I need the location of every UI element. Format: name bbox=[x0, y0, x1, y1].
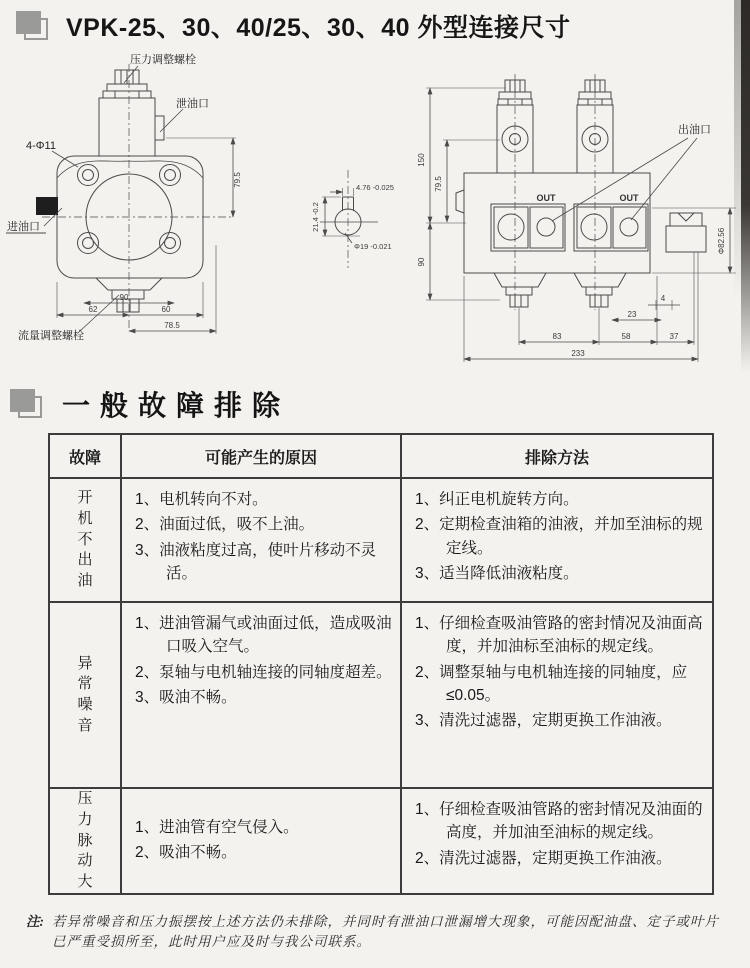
dim-body-diameter: Φ82.56 bbox=[717, 227, 726, 255]
pressure-bolt-label: 压力调整螺栓 bbox=[130, 54, 196, 66]
dim-78-5: 78.5 bbox=[164, 321, 180, 330]
remedy-item: 2、清洗过滤器，定期更换工作油液。 bbox=[415, 849, 672, 867]
page-header bbox=[16, 8, 570, 44]
dim-60: 60 bbox=[161, 305, 171, 314]
dim-key-height: 21.4 -0.2 bbox=[311, 202, 320, 232]
troubleshooting-table bbox=[48, 433, 714, 895]
fault-label: 异常噪音 bbox=[77, 654, 93, 734]
troubleshooting-section-header bbox=[10, 384, 290, 424]
dim-37: 37 bbox=[669, 332, 679, 341]
cause-item: 3、油液粘度过高，使叶片移动不灵活。 bbox=[135, 541, 377, 582]
shaft-section-labels bbox=[311, 183, 394, 251]
dim-90: 90 bbox=[119, 293, 129, 302]
remedy-item: 1、仔细检查吸油管路的密封情况及油面高度，并加油标至油标的规定线。 bbox=[415, 615, 703, 656]
remedy-item: 1、仔细检查吸油管路的密封情况及油面的高度，并加油至油标的规定线。 bbox=[415, 801, 703, 842]
remedy-item: 1、纠正电机旋转方向。 bbox=[415, 491, 579, 508]
table-row-abnormal-noise bbox=[49, 602, 713, 788]
remedy-item: 3、适当降低油液粘度。 bbox=[415, 564, 579, 582]
col-header-fault: 故障 bbox=[49, 434, 121, 478]
troubleshooting-title: 一般故障排除 bbox=[62, 391, 291, 422]
col-header-remedies: 排除方法 bbox=[401, 434, 713, 478]
cause-item: 2、泵轴与电机轴连接的同轴度超差。 bbox=[135, 663, 392, 681]
page-title: VPK-25、30、40/25、30、40 外型连接尺寸 bbox=[66, 14, 571, 42]
section-square-icon bbox=[10, 389, 44, 419]
footnote-prefix: 注: bbox=[26, 914, 44, 929]
dim-150: 150 bbox=[417, 153, 426, 167]
table-row-no-oil bbox=[49, 478, 713, 602]
cause-item: 1、进油管有空气侵入。 bbox=[135, 818, 299, 836]
side-view-labels bbox=[417, 122, 726, 358]
dim-side-90: 90 bbox=[417, 257, 426, 267]
cause-item: 1、电机转向不对。 bbox=[135, 491, 268, 508]
remedy-item: 2、定期检查油箱的油液，并加至油标的规定线。 bbox=[415, 516, 703, 557]
dim-58: 58 bbox=[621, 332, 631, 341]
holes-label: 4-Φ11 bbox=[26, 140, 56, 152]
footnote bbox=[26, 912, 726, 951]
dim-79-5: 79.5 bbox=[233, 172, 242, 188]
dim-4: 4 bbox=[660, 294, 666, 303]
flow-bolt-label: 流量调整螺栓 bbox=[18, 330, 84, 342]
cause-item: 1、进油管漏气或油面过低，造成吸油口吸入空气。 bbox=[135, 615, 392, 656]
fault-label: 压力脉动大 bbox=[77, 790, 93, 891]
dim-83: 83 bbox=[552, 332, 562, 341]
table-header-row bbox=[49, 434, 713, 478]
out-port-right-label: OUT bbox=[619, 193, 639, 203]
side-view-drawing bbox=[426, 74, 736, 362]
col-header-causes: 可能产生的原因 bbox=[121, 434, 401, 478]
cause-item: 3、吸油不畅。 bbox=[135, 688, 237, 706]
remedy-item: 3、清洗过滤器，定期更换工作油液。 bbox=[415, 712, 672, 729]
dim-key-width: 4.76 -0.025 bbox=[356, 183, 394, 192]
out-port-left-label: OUT bbox=[536, 193, 556, 203]
remedy-item: 2、调整泵轴与电机轴连接的同轴度，应≤0.05。 bbox=[415, 663, 688, 704]
table-row-pressure-pulsation bbox=[49, 788, 713, 894]
inlet-label: 进油口 bbox=[7, 221, 40, 233]
drain-port-label: 泄油口 bbox=[176, 98, 209, 110]
dim-23: 23 bbox=[627, 310, 637, 319]
cause-item: 2、吸油不畅。 bbox=[135, 844, 237, 861]
dim-233: 233 bbox=[571, 349, 585, 358]
section-square-icon bbox=[16, 11, 50, 41]
footnote-text: 若异常噪音和压力振摆按上述方法仍未排除，并同时有泄油口泄漏增大现象，可能因配油盘、定子或叶片已严重受损所至，此时用户应及时与我公司联系。 bbox=[52, 914, 719, 949]
dim-shaft-diameter: Φ19 -0.021 bbox=[354, 242, 392, 251]
dimension-drawings bbox=[0, 0, 750, 380]
dim-side-79-5: 79.5 bbox=[434, 176, 443, 192]
outlet-label: 出油口 bbox=[678, 124, 711, 136]
dim-62: 62 bbox=[88, 305, 98, 314]
cause-item: 2、油面过低，吸不上油。 bbox=[135, 516, 315, 534]
fault-label: 开机不出油 bbox=[77, 489, 93, 590]
